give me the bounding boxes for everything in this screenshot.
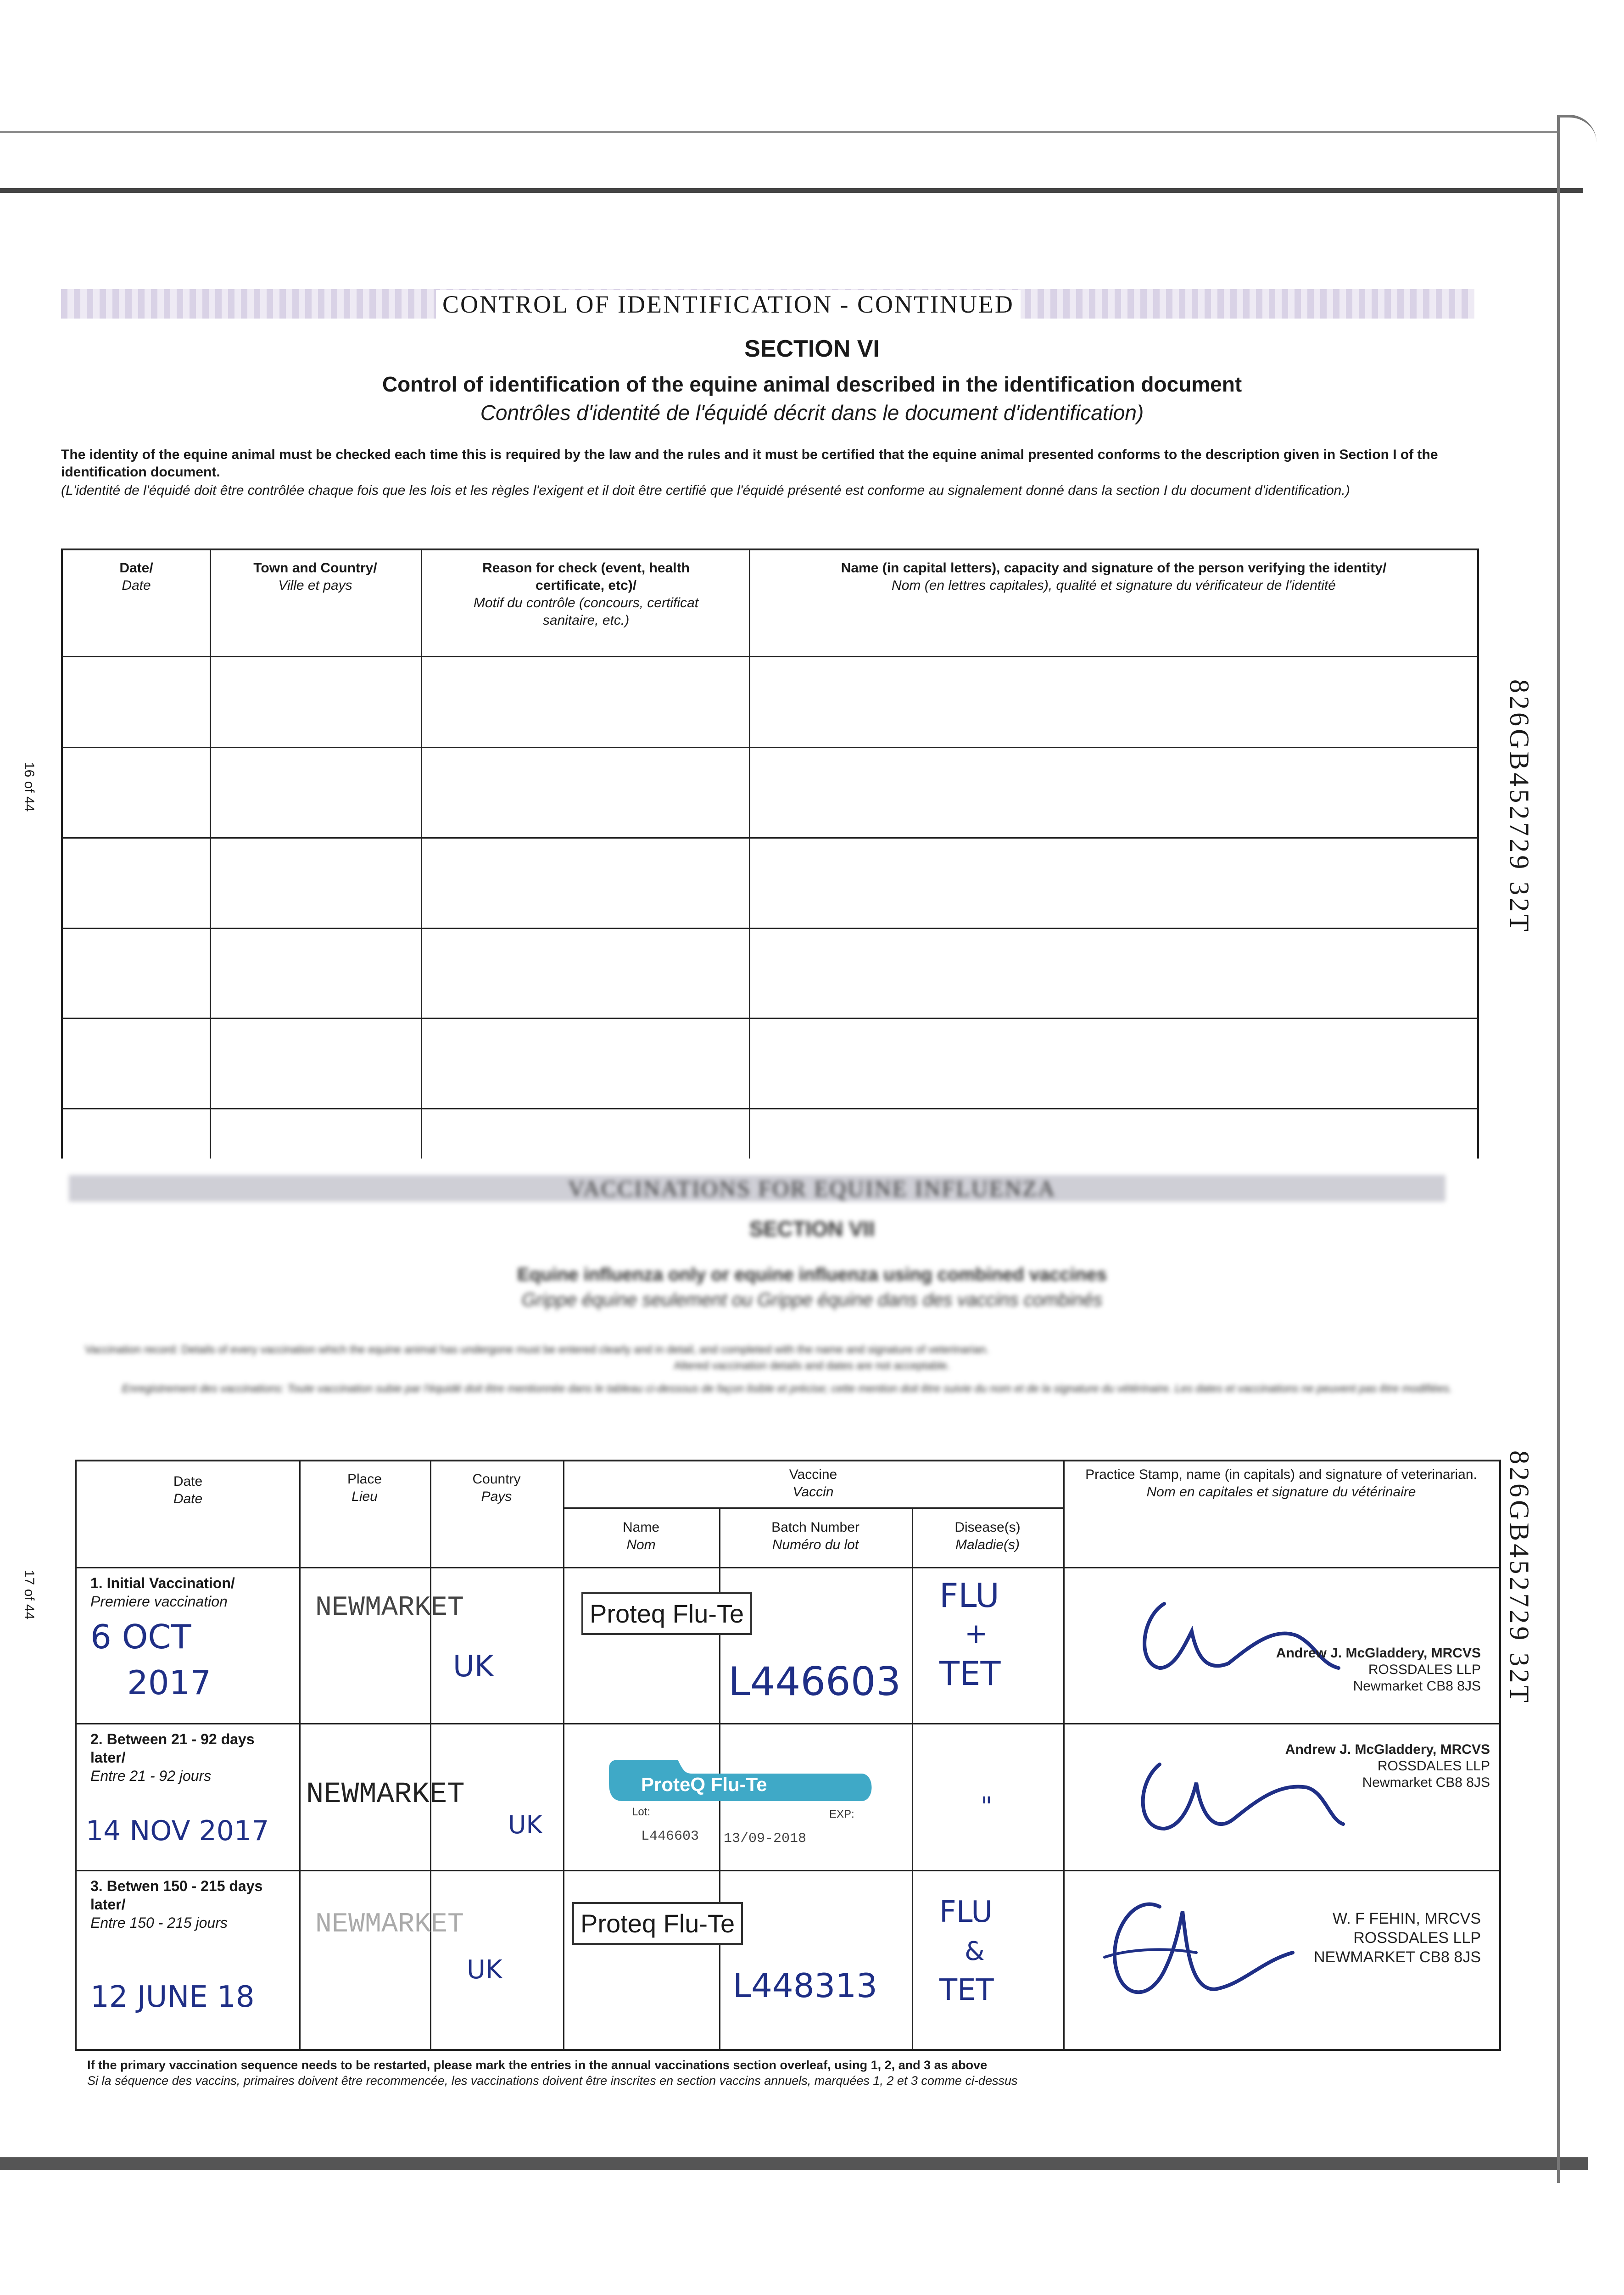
intro-text: The identity of the equine animal must be checked each time this is required by the law and the rules and it must be certified that the equine animal presented conforms to the description given in Section I of the identification document. — [61, 447, 1438, 480]
col-divider — [430, 1461, 431, 2049]
col-divider — [421, 550, 422, 1159]
vaccination-title: Equine influenza only or equine influenza using combined vaccines — [517, 1265, 1107, 1285]
row-2-label — [90, 1730, 292, 1785]
row-1-vet-stamp — [1215, 1645, 1481, 1695]
row-3-vaccine-name: Proteq Flu-Te — [572, 1902, 743, 1945]
col-divider — [299, 1461, 301, 2049]
row-divider — [77, 1870, 1499, 1871]
row-divider — [63, 928, 1477, 929]
row-divider — [563, 1507, 1065, 1509]
col-header-disease-fr: Maladie(s) — [955, 1537, 1020, 1552]
col-header-vaccine-name — [563, 1519, 719, 1554]
row-1-vet-address: Newmarket CB8 8JS — [1353, 1679, 1481, 1694]
footer-note: If the primary vaccination sequence needs to be restarted, please mark the entries in the annual vaccinations section overleaf, using 1, 2, and 3 as above — [87, 2058, 988, 2072]
row-3-vet-name: W. F FEHIN, MRCVS — [1333, 1910, 1481, 1927]
row-2-vet-address: Newmarket CB8 8JS — [1362, 1775, 1490, 1790]
band-title: CONTROL OF IDENTIFICATION - CONTINUED — [436, 290, 1021, 319]
col-header-name-en: Name (in capital letters), capacity and signature of the person verifying the identity/ — [841, 560, 1387, 576]
row-3-label — [90, 1877, 292, 1932]
col-header-town — [210, 560, 421, 594]
row-2-label-en: 2. Between 21 - 92 days later/ — [90, 1731, 255, 1766]
col-header-stamp — [1068, 1466, 1495, 1501]
row-divider — [77, 1723, 1499, 1724]
row-3-disease-line2: & — [965, 1937, 985, 1966]
sticker-exp-label: EXP: — [829, 1808, 854, 1820]
col-header-reason-en: Reason for check (event, health certificate, etc)/ — [482, 560, 690, 593]
col-header-country — [430, 1471, 563, 1506]
row-divider — [63, 1018, 1477, 1019]
row-2-disease: " — [981, 1792, 993, 1822]
intro-text-fr: (L'identité de l'équidé doit être contrôlée chaque fois que les lois et les règles l'exigent et il doit être certifié que l'équidé présenté est conforme au signalement donné dans la section I du document d'identification.) — [61, 483, 1350, 498]
footer-note-fr: Si la séquence des vaccins, primaires doivent être recommencée, les vaccinations doivent être inscrites en section vaccins annuels, marquées 1, 2 et 3 comme ci-dessus — [87, 2074, 1018, 2088]
vaccination-record-fr: Enregistrement des vaccinations: Toute vaccination subie par l'équidé doit être mentionnée dans le tableau ci-dessous de façon lisible et précise; cette mention doit être suivie du nom et de la signature du vétérinaire. Les dates et vaccinations ne peuvent pas être modifiées. — [122, 1383, 1452, 1395]
col-header-date-fr: Date — [122, 578, 151, 593]
row-1-vaccine-name: Proteq Flu-Te — [581, 1592, 752, 1635]
ueln-top: 826GB452729 32T — [1504, 679, 1535, 934]
scan-edge-bottom — [0, 2157, 1588, 2170]
vaccination-band-title: VACCINATIONS FOR EQUINE INFLUENZA — [568, 1175, 1056, 1201]
col-header-name — [756, 560, 1472, 594]
page-number-top: 16 of 44 — [22, 762, 37, 812]
row-1-batch: L446603 — [728, 1659, 901, 1705]
row-3-place: NEWMARKET — [315, 1909, 464, 1940]
row-3-batch: L448313 — [733, 1966, 877, 2005]
row-1-date-line2: 2017 — [127, 1663, 212, 1702]
identification-table — [61, 549, 1479, 1159]
row-3-vet-address: NEWMARKET CB8 8JS — [1313, 1948, 1481, 1966]
row-divider — [63, 656, 1477, 657]
col-header-date — [63, 560, 210, 594]
col-header-vaccine-name-en: Name — [622, 1520, 660, 1535]
row-1-disease-line3: TET — [939, 1654, 1001, 1693]
row-divider — [63, 837, 1477, 839]
row-1-country: UK — [453, 1650, 494, 1684]
row-1-place: NEWMARKET — [315, 1592, 464, 1623]
col-header-disease — [912, 1519, 1063, 1554]
row-1-label-fr: Premiere vaccination — [90, 1593, 228, 1610]
row-3-disease-line1: FLU — [939, 1895, 993, 1929]
vaccination-title-fr: Grippe équine seulement ou Grippe équine dans des vaccins combinés — [521, 1290, 1103, 1310]
col-divider — [210, 550, 211, 1159]
row-1-vet-name: Andrew J. McGladdery, MRCVS — [1276, 1646, 1481, 1661]
col-divider — [1063, 1461, 1065, 2049]
vaccination-record: Vaccination record: Details of every vaccination which the equine animal has undergone must be entered clearly and in detail, and completed with the name and signature of veterinarian. — [85, 1343, 989, 1356]
col-divider — [749, 550, 750, 1159]
section-title: SECTION VI — [744, 336, 880, 362]
col-header-vaccine-fr: Vaccin — [792, 1484, 834, 1500]
row-3-label-en: 3. Betwen 150 - 215 days later/ — [90, 1878, 263, 1913]
col-header-stamp-en: Practice Stamp, name (in capitals) and signature of veterinarian. — [1085, 1467, 1477, 1482]
row-2-vet-stamp — [1215, 1741, 1490, 1791]
row-3-country: UK — [467, 1955, 502, 1985]
col-header-place-en: Place — [347, 1472, 382, 1487]
sticker-lot-label: Lot: — [632, 1806, 651, 1818]
row-1-date-line1: 6 OCT — [90, 1618, 191, 1656]
col-header-batch — [719, 1519, 912, 1554]
col-header-disease-en: Disease(s) — [954, 1520, 1021, 1535]
row-2-date: 14 NOV 2017 — [86, 1815, 269, 1847]
col-header-vac-date-en: Date — [173, 1474, 203, 1489]
col-header-country-en: Country — [472, 1472, 521, 1487]
col-header-reason — [448, 560, 724, 629]
sticker-lot: L446603 — [641, 1829, 699, 1844]
row-2-vet-name: Andrew J. McGladdery, MRCVS — [1285, 1742, 1490, 1757]
row-1-label-en: 1. Initial Vaccination/ — [90, 1575, 235, 1591]
col-header-town-en: Town and Country/ — [253, 560, 377, 576]
col-header-vac-date-fr: Date — [173, 1491, 203, 1506]
col-header-batch-fr: Numéro du lot — [772, 1537, 859, 1552]
col-header-reason-fr: Motif du contrôle (concours, certificat sanitaire, etc.) — [473, 595, 699, 628]
sticker-product: ProteQ Flu-Te — [641, 1774, 767, 1795]
col-header-country-fr: Pays — [481, 1489, 512, 1504]
col-divider — [912, 1507, 913, 2049]
col-header-vaccine — [563, 1466, 1063, 1501]
row-divider — [63, 747, 1477, 748]
col-header-place-fr: Lieu — [352, 1489, 378, 1504]
row-3-disease-line3: TET — [939, 1973, 994, 2007]
scan-edge-top-2 — [0, 188, 1583, 193]
row-1-label — [90, 1574, 235, 1611]
col-header-date-en: Date/ — [119, 560, 153, 576]
row-2-place: NEWMARKET — [306, 1778, 465, 1811]
row-2-vaccine-sticker — [604, 1755, 880, 1861]
col-header-name-fr: Nom (en lettres capitales), qualité et signature du vérificateur de l'identité — [892, 578, 1336, 593]
row-2-vet-practice: ROSSDALES LLP — [1377, 1758, 1490, 1774]
scan-edge-top — [0, 131, 1560, 133]
row-3-label-fr: Entre 150 - 215 jours — [90, 1914, 228, 1931]
col-header-vac-date — [77, 1473, 299, 1508]
col-header-vaccine-name-fr: Nom — [626, 1537, 656, 1552]
row-1-vet-practice: ROSSDALES LLP — [1368, 1662, 1481, 1677]
ueln-bottom: 826GB452729 32T — [1504, 1450, 1535, 1705]
col-header-town-fr: Ville et pays — [278, 578, 352, 593]
vaccination-table — [75, 1460, 1501, 2051]
row-divider — [63, 1108, 1477, 1109]
vaccination-section: SECTION VII — [749, 1217, 875, 1241]
page-number-bottom: 17 of 44 — [22, 1570, 37, 1620]
row-2-country: UK — [508, 1810, 542, 1839]
row-2-label-fr: Entre 21 - 92 jours — [90, 1768, 212, 1784]
col-header-batch-en: Batch Number — [771, 1520, 859, 1535]
col-header-vaccine-en: Vaccine — [789, 1467, 837, 1482]
row-3-date: 12 JUNE 18 — [90, 1980, 255, 2014]
document-title: Control of identification of the equine animal described in the identification document — [382, 372, 1242, 396]
document-title-fr: Contrôles d'identité de l'équidé décrit dans le document d'identification) — [480, 401, 1144, 425]
col-header-stamp-fr: Nom en capitales et signature du vétérinaire — [1146, 1484, 1416, 1500]
row-1-disease-line2: + — [965, 1618, 988, 1650]
col-header-place — [299, 1471, 430, 1506]
row-divider — [77, 1567, 1499, 1568]
row-3-vet-stamp — [1215, 1909, 1481, 1967]
vaccination-record-2: Altered vaccination details and dates are not acceptable. — [674, 1360, 950, 1372]
sticker-expiry: 13/09-2018 — [724, 1831, 807, 1847]
row-1-disease-line1: FLU — [939, 1576, 999, 1615]
row-3-vet-practice: ROSSDALES LLP — [1353, 1929, 1481, 1947]
